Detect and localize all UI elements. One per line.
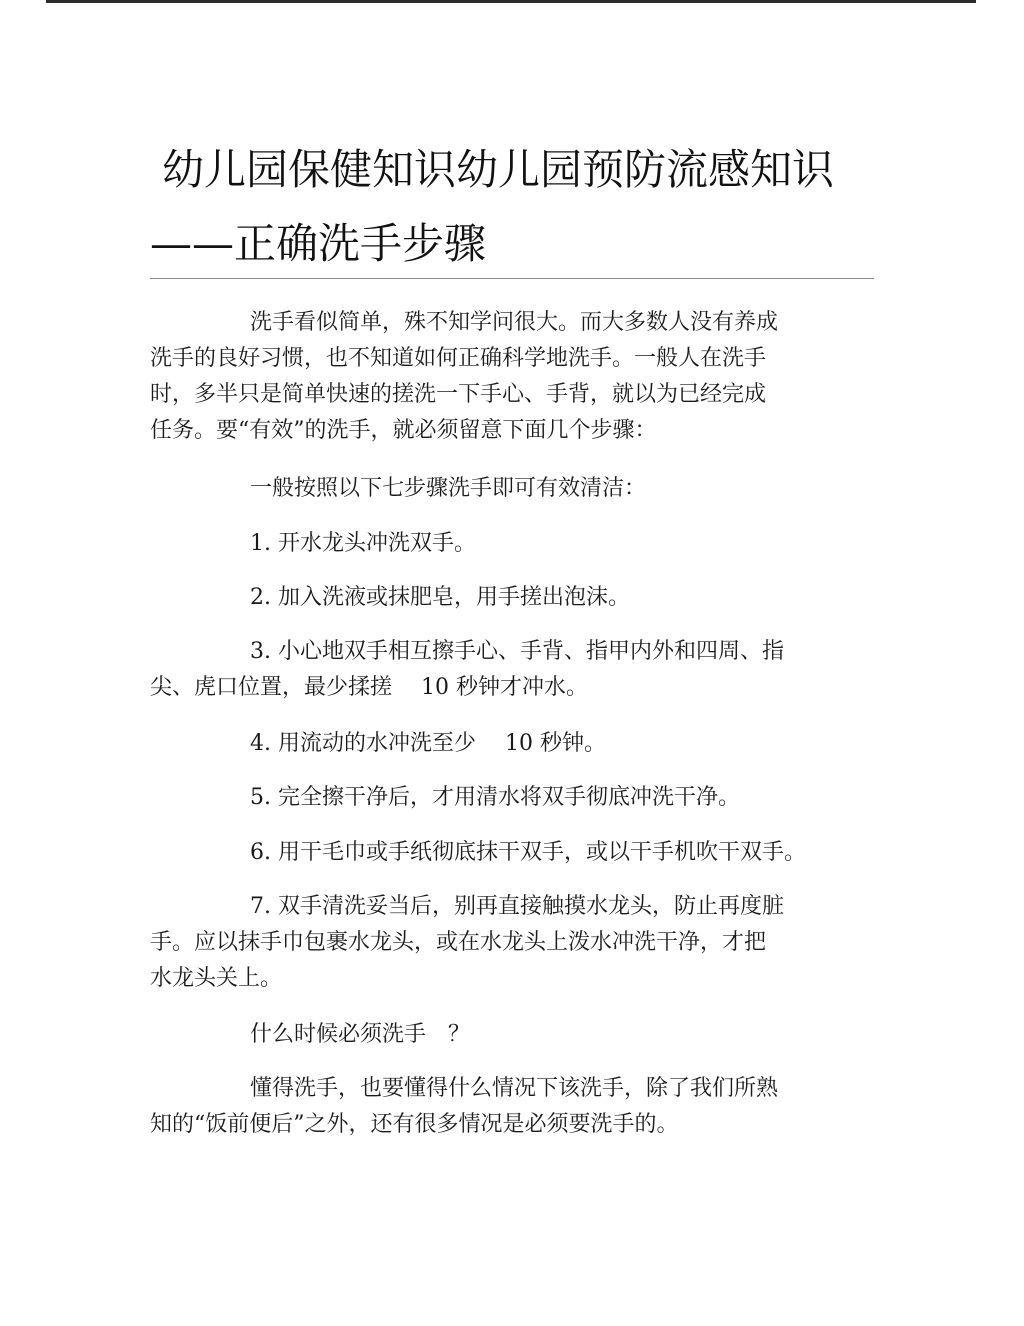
document-title-line-1: 幼儿园保健知识幼儿园预防流感知识 (162, 145, 835, 194)
when-para-line-1: 懂得洗手，也要懂得什么情况下该洗手，除了我们所熟 (250, 1076, 779, 1101)
document-title-line-2: ——正确洗手步骤 (150, 219, 487, 268)
step-4-text: 4. 用流动的水冲洗至少 10 秒钟。 (250, 731, 606, 756)
step-2-text: 2. 加入洗液或抹肥皂，用手搓出泡沫。 (250, 585, 630, 610)
step-5-text: 5. 完全擦干净后，才用清水将双手彻底冲洗干净。 (250, 785, 740, 810)
intro-line-3: 时，多半只是简单快速的搓洗一下手心、手背，就以为已经完成 (150, 382, 767, 407)
when-paragraph (150, 1072, 810, 1142)
steps-intro-paragraph (150, 472, 810, 506)
title-divider (150, 278, 874, 279)
step-1-text: 1. 开水龙头冲洗双手。 (250, 531, 476, 556)
step-7-line-1: 7. 双手清洗妥当后，别再直接触摸水龙头，防止再度脏 (250, 894, 784, 919)
step-6-text: 6. 用干毛巾或手纸彻底抹干双手，或以干手机吹干双手。 (250, 840, 806, 865)
intro-line-4: 任务。要“有效”的洗手，就必须留意下面几个步骤： (150, 418, 657, 443)
when-heading (150, 1018, 810, 1052)
step-7 (150, 890, 810, 996)
step-5 (150, 781, 810, 815)
top-border-rule (46, 0, 976, 3)
step-1 (150, 527, 810, 561)
intro-paragraph (150, 306, 810, 448)
step-6 (150, 836, 810, 870)
step-7-line-3: 水龙头关上。 (150, 966, 283, 991)
intro-line-2: 洗手的良好习惯，也不知道如何正确科学地洗手。一般人在洗手 (150, 346, 767, 371)
steps-intro-line: 一般按照以下七步骤洗手即可有效清洁： (250, 476, 647, 501)
step-2 (150, 581, 810, 615)
intro-line-1: 洗手看似简单，殊不知学问很大。而大多数人没有养成 (250, 310, 779, 335)
when-heading-text: 什么时候必须洗手 ？ (250, 1022, 471, 1047)
when-para-line-2: 知的“饭前便后”之外，还有很多情况是必须要洗手的。 (150, 1112, 679, 1137)
step-3-line-1: 3. 小心地双手相互擦手心、手背、指甲内外和四周、指 (250, 639, 784, 664)
step-3-line-2: 尖、虎口位置，最少揉搓 10 秒钟才冲水。 (150, 675, 588, 700)
step-7-line-2: 手。应以抹手巾包裹水龙头，或在水龙头上泼水冲洗干净，才把 (150, 930, 767, 955)
step-3 (150, 635, 810, 705)
step-4 (150, 727, 810, 761)
